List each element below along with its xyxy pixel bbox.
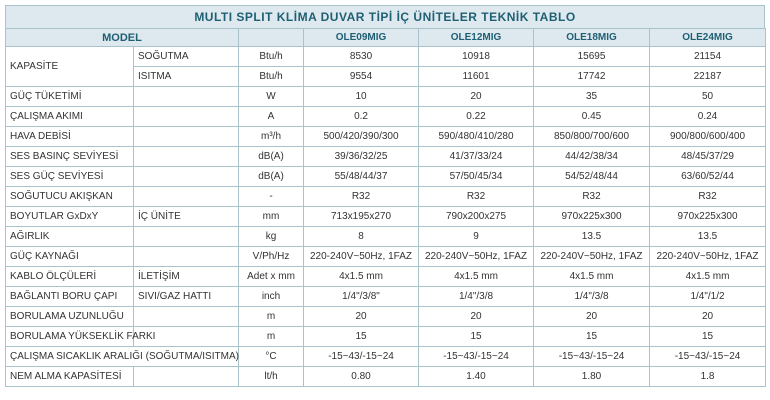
spec-sub-label xyxy=(134,127,239,147)
value-cell: 11601 xyxy=(419,67,534,87)
spec-table xyxy=(5,28,766,387)
spec-sub-label xyxy=(134,147,239,167)
value-cell: R32 xyxy=(419,187,534,207)
value-cell: 1.8 xyxy=(650,367,766,387)
value-cell: 48/45/37/29 xyxy=(650,147,766,167)
value-cell: 9554 xyxy=(304,67,419,87)
value-cell: R32 xyxy=(650,187,766,207)
value-cell: -15~43/-15~24 xyxy=(304,347,419,367)
table-row xyxy=(6,347,766,367)
spec-sub-label xyxy=(134,367,239,387)
value-cell: 13.5 xyxy=(650,227,766,247)
spec-label: GÜÇ KAYNAĞI xyxy=(6,247,134,267)
spec-sub-label xyxy=(134,87,239,107)
value-cell: 55/48/44/37 xyxy=(304,167,419,187)
value-cell: 21154 xyxy=(650,47,766,67)
spec-table-container xyxy=(5,5,765,387)
value-cell: 970x225x300 xyxy=(650,207,766,227)
table-row xyxy=(6,207,766,227)
unit-cell: inch xyxy=(239,287,304,307)
value-cell: 15695 xyxy=(534,47,650,67)
table-row xyxy=(6,47,766,67)
value-cell: 900/800/600/400 xyxy=(650,127,766,147)
value-cell: 20 xyxy=(419,307,534,327)
value-cell: 17742 xyxy=(534,67,650,87)
spec-label: AĞIRLIK xyxy=(6,227,134,247)
value-cell: 20 xyxy=(419,87,534,107)
value-cell: 500/420/390/300 xyxy=(304,127,419,147)
unit-cell: dB(A) xyxy=(239,167,304,187)
model-name: OLE18MIG xyxy=(534,29,650,47)
value-cell: 1.40 xyxy=(419,367,534,387)
capacity-sub-label: ISITMA xyxy=(134,67,239,87)
value-cell: 8 xyxy=(304,227,419,247)
table-row xyxy=(6,227,766,247)
value-cell: 15 xyxy=(650,327,766,347)
model-name: OLE12MIG xyxy=(419,29,534,47)
unit-cell: - xyxy=(239,187,304,207)
value-cell: 10 xyxy=(304,87,419,107)
model-name: OLE24MIG xyxy=(650,29,766,47)
value-cell: 20 xyxy=(650,307,766,327)
value-cell: 10918 xyxy=(419,47,534,67)
spec-label: BORULAMA YÜKSEKLİK FARKI xyxy=(6,327,134,347)
value-cell: 1/4"/3/8 xyxy=(534,287,650,307)
table-row xyxy=(6,147,766,167)
spec-label: SES GÜÇ SEVİYESİ xyxy=(6,167,134,187)
spec-label: NEM ALMA KAPASİTESİ xyxy=(6,367,134,387)
unit-header-empty xyxy=(239,29,304,47)
unit-cell: Adet x mm xyxy=(239,267,304,287)
unit-cell: °C xyxy=(239,347,304,367)
spec-sub-label xyxy=(134,107,239,127)
table-row xyxy=(6,187,766,207)
value-cell: -15~43/-15~24 xyxy=(650,347,766,367)
table-row xyxy=(6,307,766,327)
value-cell: 0.45 xyxy=(534,107,650,127)
value-cell: 20 xyxy=(304,307,419,327)
unit-cell: A xyxy=(239,107,304,127)
value-cell: 1/4"/3/8" xyxy=(304,287,419,307)
value-cell: 15 xyxy=(304,327,419,347)
value-cell: 713x195x270 xyxy=(304,207,419,227)
spec-label: ÇALIŞMA SICAKLIK ARALIĞI (SOĞUTMA/ISITMA) xyxy=(6,347,239,367)
table-row xyxy=(6,287,766,307)
value-cell: 0.22 xyxy=(419,107,534,127)
spec-label: SOĞUTUCU AKIŞKAN xyxy=(6,187,134,207)
unit-cell: m³/h xyxy=(239,127,304,147)
unit-cell: W xyxy=(239,87,304,107)
value-cell: 220-240V~50Hz, 1FAZ xyxy=(650,247,766,267)
table-title: MULTI SPLIT KLİMA DUVAR TİPİ İÇ ÜNİTELER TEKNİK TABLO xyxy=(5,5,765,28)
value-cell: 39/36/32/25 xyxy=(304,147,419,167)
value-cell: 22187 xyxy=(650,67,766,87)
value-cell: 220-240V~50Hz, 1FAZ xyxy=(534,247,650,267)
value-cell: R32 xyxy=(534,187,650,207)
spec-label: GÜÇ TÜKETİMİ xyxy=(6,87,134,107)
value-cell: -15~43/-15~24 xyxy=(534,347,650,367)
value-cell: 20 xyxy=(534,307,650,327)
value-cell: 590/480/410/280 xyxy=(419,127,534,147)
value-cell: 4x1.5 mm xyxy=(304,267,419,287)
spec-label: ÇALIŞMA AKIMI xyxy=(6,107,134,127)
value-cell: 35 xyxy=(534,87,650,107)
table-row xyxy=(6,87,766,107)
spec-sub-label: İÇ ÜNİTE xyxy=(134,207,239,227)
value-cell: 4x1.5 mm xyxy=(419,267,534,287)
value-cell: 4x1.5 mm xyxy=(650,267,766,287)
spec-sub-label xyxy=(134,167,239,187)
value-cell: 15 xyxy=(534,327,650,347)
capacity-sub-label: SOĞUTMA xyxy=(134,47,239,67)
spec-sub-label xyxy=(134,227,239,247)
spec-label: BOYUTLAR GxDxY xyxy=(6,207,134,227)
value-cell: 4x1.5 mm xyxy=(534,267,650,287)
unit-cell: m xyxy=(239,307,304,327)
value-cell: 1/4"/3/8 xyxy=(419,287,534,307)
value-cell: -15~43/-15~24 xyxy=(419,347,534,367)
unit-cell: V/Ph/Hz xyxy=(239,247,304,267)
spec-label: BORULAMA UZUNLUĞU xyxy=(6,307,134,327)
value-cell: 850/800/700/600 xyxy=(534,127,650,147)
value-cell: 57/50/45/34 xyxy=(419,167,534,187)
model-header: MODEL xyxy=(6,29,239,47)
header-row xyxy=(6,29,766,47)
unit-cell: dB(A) xyxy=(239,147,304,167)
value-cell: 9 xyxy=(419,227,534,247)
unit-cell: mm xyxy=(239,207,304,227)
unit-cell: m xyxy=(239,327,304,347)
value-cell: 44/42/38/34 xyxy=(534,147,650,167)
value-cell: 50 xyxy=(650,87,766,107)
unit-cell: Btu/h xyxy=(239,47,304,67)
value-cell: R32 xyxy=(304,187,419,207)
table-row xyxy=(6,327,766,347)
spec-label: SES BASINÇ SEVİYESİ xyxy=(6,147,134,167)
value-cell: 13.5 xyxy=(534,227,650,247)
spec-label: HAVA DEBİSİ xyxy=(6,127,134,147)
spec-label: KABLO ÖLÇÜLERİ xyxy=(6,267,134,287)
spec-sub-label xyxy=(134,247,239,267)
value-cell: 1/4"/1/2 xyxy=(650,287,766,307)
value-cell: 8530 xyxy=(304,47,419,67)
spec-sub-label: İLETİŞİM xyxy=(134,267,239,287)
capacity-label: KAPASİTE xyxy=(6,47,134,87)
table-row xyxy=(6,247,766,267)
value-cell: 1.80 xyxy=(534,367,650,387)
value-cell: 970x225x300 xyxy=(534,207,650,227)
table-row xyxy=(6,267,766,287)
value-cell: 0.24 xyxy=(650,107,766,127)
table-row xyxy=(6,367,766,387)
value-cell: 0.2 xyxy=(304,107,419,127)
value-cell: 790x200x275 xyxy=(419,207,534,227)
value-cell: 0.80 xyxy=(304,367,419,387)
value-cell: 220-240V~50Hz, 1FAZ xyxy=(419,247,534,267)
spec-sub-label: SIVI/GAZ HATTI xyxy=(134,287,239,307)
spec-label: BAĞLANTI BORU ÇAPI xyxy=(6,287,134,307)
table-row xyxy=(6,107,766,127)
spec-sub-label xyxy=(134,307,239,327)
model-name: OLE09MIG xyxy=(304,29,419,47)
value-cell: 220-240V~50Hz, 1FAZ xyxy=(304,247,419,267)
unit-cell: kg xyxy=(239,227,304,247)
value-cell: 63/60/52/44 xyxy=(650,167,766,187)
spec-sub-label xyxy=(134,187,239,207)
unit-cell: lt/h xyxy=(239,367,304,387)
table-row xyxy=(6,127,766,147)
value-cell: 15 xyxy=(419,327,534,347)
table-row xyxy=(6,167,766,187)
unit-cell: Btu/h xyxy=(239,67,304,87)
value-cell: 41/37/33/24 xyxy=(419,147,534,167)
value-cell: 54/52/48/44 xyxy=(534,167,650,187)
